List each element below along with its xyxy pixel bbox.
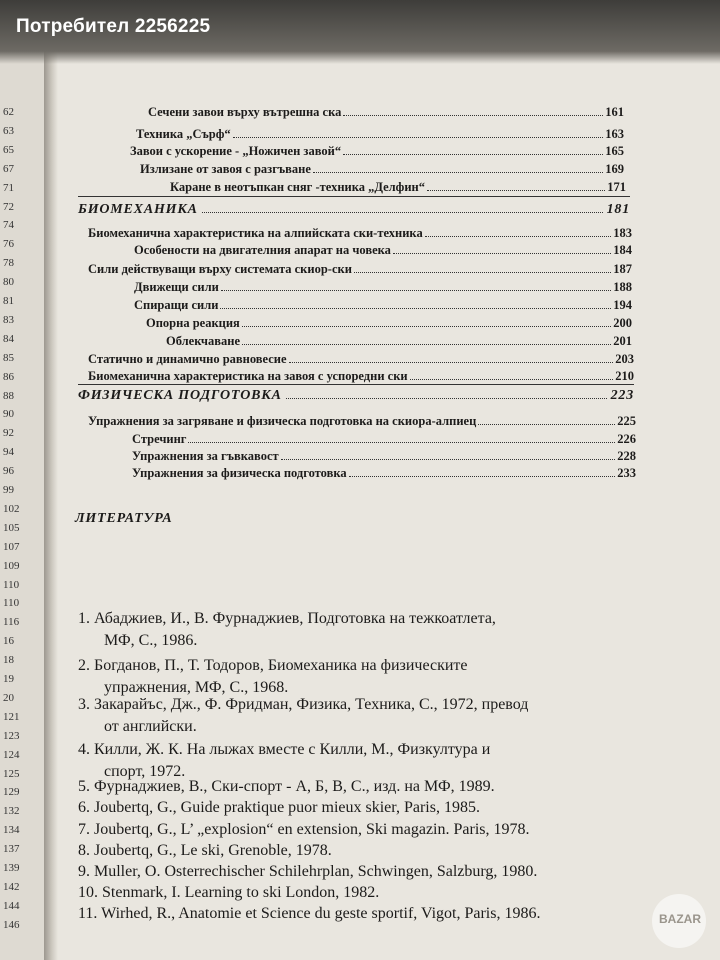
- margin-page-number: 146: [3, 918, 20, 931]
- toc-entry: Техника „Сърф“ 163: [136, 127, 624, 141]
- margin-page-number: 92: [3, 427, 14, 440]
- margin-page-number: 74: [3, 219, 14, 232]
- toc-entry: Движещи сили 188: [134, 280, 632, 294]
- toc-entry: Облекчаване 201: [166, 334, 632, 348]
- reference-item: 1. Абаджиев, И., В. Фурнаджиев, Подготовка на тежкоатлета, МФ, С., 1986.: [78, 610, 496, 649]
- margin-page-number: 90: [3, 408, 14, 421]
- margin-page-number: 109: [3, 559, 20, 572]
- margin-page-number: 19: [3, 673, 14, 685]
- margin-page-number: 107: [3, 540, 20, 553]
- margin-page-number: 72: [3, 200, 14, 213]
- reference-item: 9. Muller, O. Osterrechischer Schilehrplan, Schwingen, Salzburg, 1980.: [78, 863, 538, 880]
- section-title-biomechanics: БИОМЕХАНИКА 181: [78, 202, 630, 217]
- reference-item: 11. Wirhed, R., Anatomie et Science du geste sportif, Vigot, Paris, 1986.: [78, 905, 541, 922]
- margin-page-number: 110: [3, 578, 20, 591]
- toc-entry: Стречинг 226: [132, 432, 636, 446]
- toc-entry: Упражнения за загряване и физическа подготовка на скиора-алпиец 225: [88, 414, 636, 428]
- toc-entry: Упражнения за физическа подготовка 233: [132, 466, 636, 480]
- book-spine: [44, 40, 58, 960]
- margin-page-number: 83: [3, 313, 14, 326]
- reference-item: 7. Joubertq, G., L’ „explosion“ en extension, Ski magazin. Paris, 1978.: [78, 821, 530, 838]
- reference-item: 8. Joubertq, G., Le ski, Grenoble, 1978.: [78, 842, 332, 859]
- margin-page-number: 71: [3, 181, 14, 194]
- margin-page-number: 129: [3, 786, 20, 799]
- toc-entry: Спиращи сили 194: [134, 298, 632, 312]
- toc-entry: Завои с ускорение - „Ножичен завой“ 165: [130, 144, 624, 158]
- margin-page-number: 67: [3, 162, 14, 175]
- margin-page-number: 110: [3, 597, 20, 610]
- margin-page-number: 123: [3, 729, 20, 742]
- reference-item: 6. Joubertq, G., Guide praktique puor mieux skier, Paris, 1985.: [78, 799, 480, 816]
- reference-item: 4. Килли, Ж. К. На лыжах вместе с Килли, М., Физкултура и спорт, 1972.: [78, 741, 491, 780]
- section-rule: [78, 384, 634, 385]
- margin-page-number: 96: [3, 465, 14, 478]
- toc-entry: Опорна реакция 200: [146, 316, 632, 330]
- toc-entry: Сили действуващи върху системата скиор-ски 187: [88, 262, 632, 276]
- margin-page-number: 80: [3, 276, 14, 289]
- toc-entry: Каране в неотъпкан сняг -техника „Делфин“ 171: [170, 180, 626, 194]
- margin-page-number: 125: [3, 767, 20, 780]
- facing-page: [0, 40, 44, 960]
- toc-entry: Статично и динамично равновесие 203: [88, 352, 634, 366]
- section-rule: [78, 196, 630, 197]
- toc-entry: Упражнения за гъвкавост 228: [132, 449, 636, 463]
- margin-page-number: 88: [3, 389, 14, 402]
- reference-item: 2. Богданов, П., Т. Тодоров, Биомеханика на физическите упражнения, МФ, С., 1968.: [78, 657, 468, 696]
- margin-page-number: 121: [3, 710, 20, 723]
- bazar-watermark-logo: BAZAR: [652, 894, 706, 948]
- margin-page-number: 139: [3, 862, 20, 874]
- margin-page-number: 144: [3, 899, 20, 912]
- margin-page-number: 132: [3, 805, 20, 818]
- seller-username: Потребител 2256225: [16, 16, 211, 37]
- margin-page-number: 78: [3, 257, 14, 270]
- margin-page-number: 86: [3, 370, 14, 383]
- margin-page-number: 142: [3, 880, 20, 893]
- reference-item: 3. Закарайъс, Дж., Ф. Фридман, Физика, Техника, С., 1972, превод от английски.: [78, 696, 529, 735]
- margin-page-number: 105: [3, 521, 20, 534]
- toc-entry: Биомеханична характеристика на завоя с успоредни ски 210: [88, 369, 634, 383]
- reference-item: 5. Фурнаджиев, В., Ски-спорт - А, Б, В, С., изд. на МФ, 1989.: [78, 778, 495, 795]
- section-title-physical-preparation: ФИЗИЧЕСКА ПОДГОТОВКА 223: [78, 388, 634, 403]
- literature-title: ЛИТЕРАТУРА: [75, 511, 173, 526]
- margin-page-number: 16: [3, 635, 14, 648]
- toc-entry: Сечени завои върху вътрешна ска 161: [148, 105, 624, 119]
- margin-page-number: 65: [3, 143, 14, 156]
- margin-page-number: 63: [3, 124, 14, 137]
- margin-page-number: 99: [3, 484, 14, 496]
- toc-entry: Особености на двигателния апарат на човека 184: [134, 243, 632, 257]
- margin-page-number: 94: [3, 446, 14, 459]
- margin-page-number: 81: [3, 295, 14, 307]
- reference-item: 10. Stenmark, I. Learning to ski London, 1982.: [78, 884, 380, 901]
- toc-entry: Излизане от завоя с разгъване 169: [140, 162, 624, 176]
- margin-page-number: 20: [3, 691, 14, 704]
- margin-page-number: 84: [3, 332, 14, 345]
- margin-page-number: 124: [3, 748, 20, 761]
- margin-page-number: 102: [3, 502, 20, 515]
- toc-entry: Биомеханична характеристика на алпийската ски-техника 183: [88, 226, 632, 240]
- margin-page-number: 85: [3, 351, 14, 364]
- margin-page-number: 137: [3, 843, 20, 856]
- margin-page-number: 18: [3, 654, 14, 667]
- margin-page-number: 134: [3, 824, 20, 837]
- seller-banner: [0, 0, 720, 64]
- margin-page-number: 116: [3, 616, 20, 629]
- margin-page-number: 62: [3, 106, 14, 118]
- margin-page-number: 76: [3, 238, 14, 251]
